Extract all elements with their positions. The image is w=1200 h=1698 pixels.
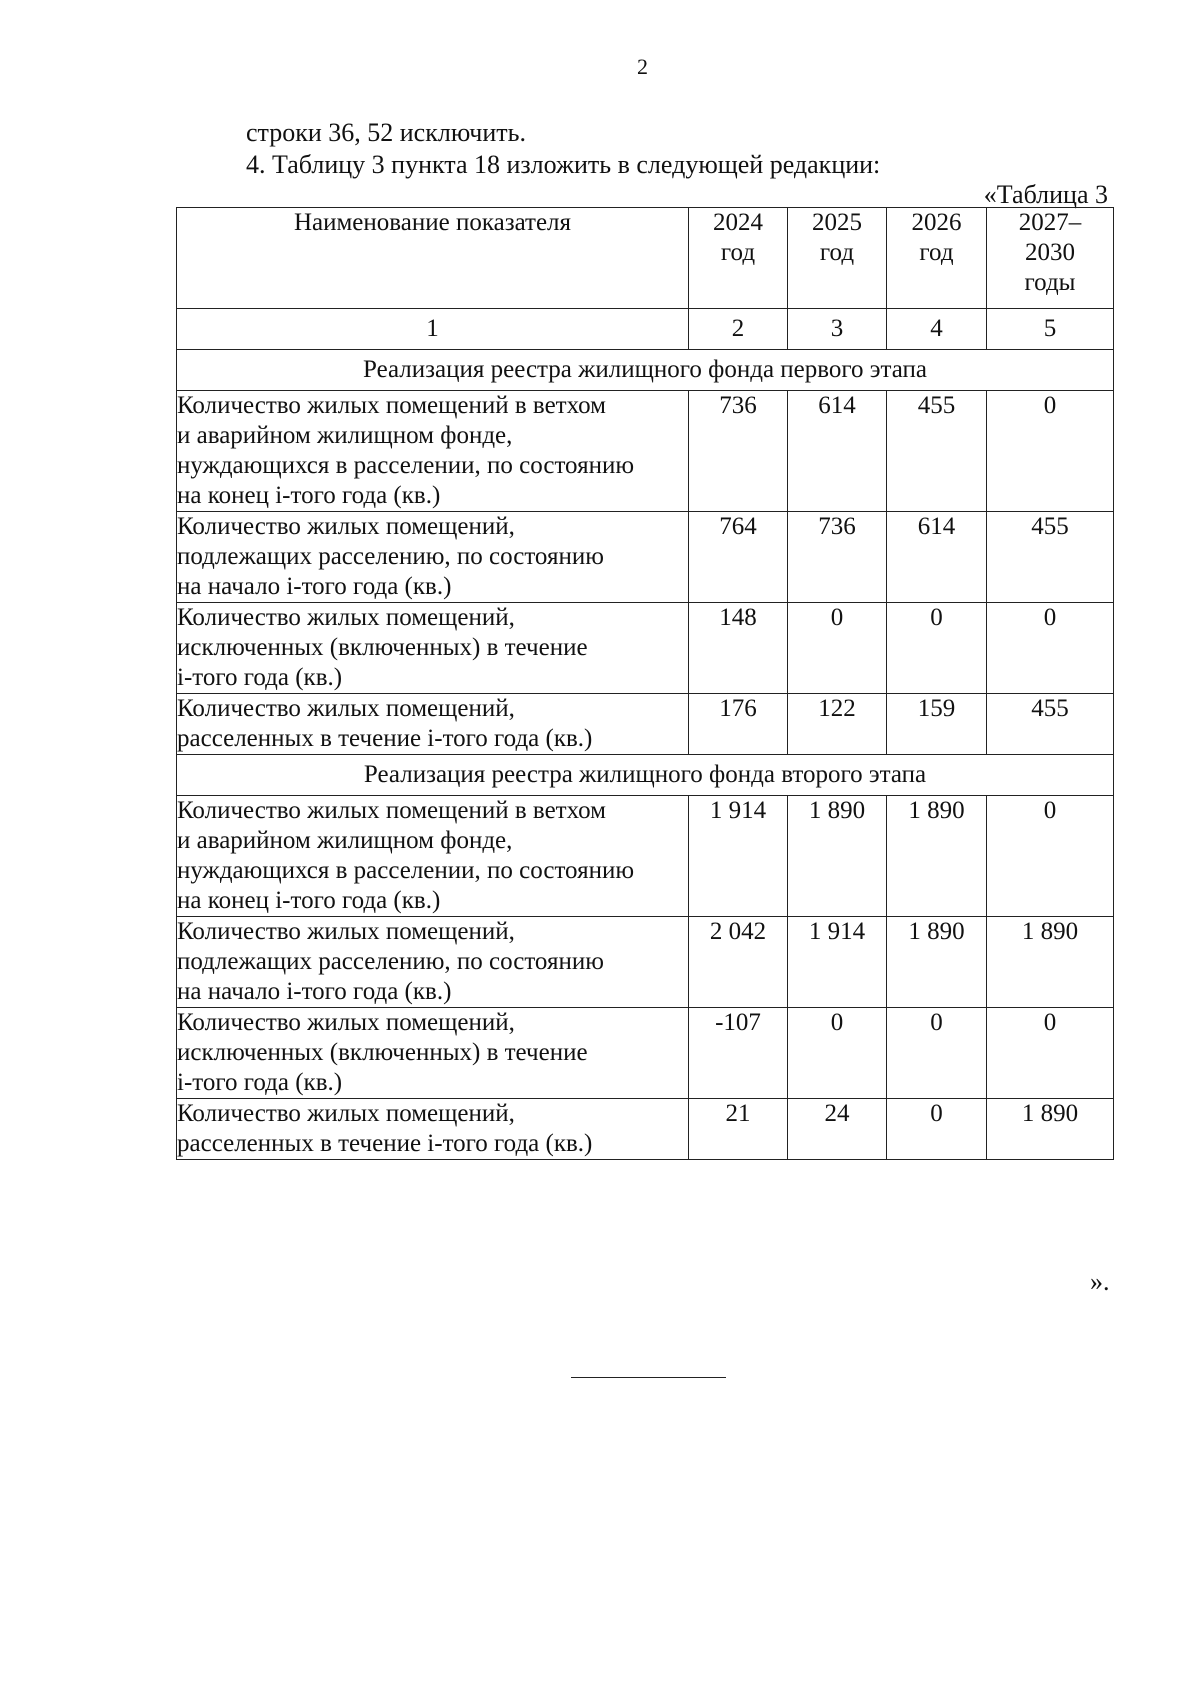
- value-cell: 1 914: [788, 917, 887, 1008]
- header-indicator-name: Наименование показателя: [177, 208, 689, 309]
- indicator-name-cell: [177, 603, 689, 694]
- header-year-2030-end: 2030: [1025, 239, 1075, 266]
- section-header-row: [177, 755, 1114, 796]
- indicator-name-cell: [177, 512, 689, 603]
- paragraph-exclude-rows: строки 36, 52 исключить.: [246, 118, 526, 147]
- column-number-4: 4: [887, 309, 987, 350]
- value-cell: 614: [788, 391, 887, 512]
- paragraph-table-instruction: 4. Таблицу 3 пункта 18 изложить в следующей редакции:: [246, 150, 881, 179]
- table-row: [177, 917, 1114, 1008]
- indicator-name-line: на конец i-того года (кв.): [177, 887, 441, 914]
- value-cell: 21: [689, 1099, 788, 1160]
- indicator-name-line: i-того года (кв.): [177, 664, 343, 691]
- value-cell: 614: [887, 512, 987, 603]
- value-cell: 0: [788, 1008, 887, 1099]
- value-cell: 0: [788, 603, 887, 694]
- value-cell: 24: [788, 1099, 887, 1160]
- header-year-2026-unit: год: [919, 239, 954, 266]
- table-caption: «Таблица 3: [983, 180, 1108, 209]
- header-year-2025-number: 2025: [812, 209, 862, 236]
- table-row: [177, 1008, 1114, 1099]
- value-cell: 1 890: [788, 796, 887, 917]
- indicator-name-line: и аварийном жилищном фонде,: [177, 827, 513, 854]
- indicator-name-cell: [177, 917, 689, 1008]
- indicator-name-cell: [177, 1099, 689, 1160]
- header-year-2027-2030-unit: годы: [1024, 269, 1076, 296]
- indicator-name-line: Количество жилых помещений,: [177, 604, 515, 631]
- value-cell: 455: [987, 694, 1114, 755]
- table-row: [177, 1099, 1114, 1160]
- indicator-name-line: исключенных (включенных) в течение: [177, 1039, 588, 1066]
- closing-quote: ».: [1090, 1267, 1110, 1296]
- table-row: [177, 391, 1114, 512]
- value-cell: 736: [788, 512, 887, 603]
- value-cell: 1 914: [689, 796, 788, 917]
- indicator-name-line: Количество жилых помещений в ветхом: [177, 797, 607, 824]
- indicator-name-cell: [177, 391, 689, 512]
- value-cell: 0: [987, 603, 1114, 694]
- value-cell: 148: [689, 603, 788, 694]
- header-year-2025: [788, 208, 887, 309]
- indicator-name-line: Количество жилых помещений,: [177, 1100, 515, 1127]
- value-cell: 1 890: [887, 796, 987, 917]
- value-cell: 736: [689, 391, 788, 512]
- indicator-name-line: расселенных в течение i-того года (кв.): [177, 1130, 593, 1157]
- indicator-name-line: Количество жилых помещений в ветхом: [177, 392, 607, 419]
- indicator-name-line: и аварийном жилищном фонде,: [177, 422, 513, 449]
- header-year-2027-start: 2027–: [1018, 209, 1082, 236]
- value-cell: -107: [689, 1008, 788, 1099]
- table-row: [177, 603, 1114, 694]
- indicator-name-line: Количество жилых помещений,: [177, 695, 515, 722]
- column-number-row: [177, 309, 1114, 350]
- value-cell: 1 890: [887, 917, 987, 1008]
- value-cell: 0: [987, 391, 1114, 512]
- header-year-2026: [887, 208, 987, 309]
- table-header-row: [177, 208, 1114, 309]
- value-cell: 159: [887, 694, 987, 755]
- indicator-name-cell: [177, 694, 689, 755]
- header-year-2024-number: 2024: [713, 209, 763, 236]
- indicator-name-line: расселенных в течение i-того года (кв.): [177, 725, 593, 752]
- indicator-name-cell: [177, 796, 689, 917]
- value-cell: 0: [887, 1099, 987, 1160]
- indicator-name-line: Количество жилых помещений,: [177, 513, 515, 540]
- indicator-name-line: на начало i-того года (кв.): [177, 573, 452, 600]
- section-title: Реализация реестра жилищного фонда первого этапа: [177, 350, 1114, 391]
- header-year-2024: [689, 208, 788, 309]
- indicator-name-line: i-того года (кв.): [177, 1069, 343, 1096]
- indicator-name-line: нуждающихся в расселении, по состоянию: [177, 857, 635, 884]
- indicator-name-line: подлежащих расселению, по состоянию: [177, 948, 604, 975]
- indicator-name-line: Количество жилых помещений,: [177, 1009, 515, 1036]
- column-number-5: 5: [987, 309, 1114, 350]
- table-row: [177, 512, 1114, 603]
- value-cell: 0: [887, 1008, 987, 1099]
- value-cell: 455: [887, 391, 987, 512]
- column-number-1: 1: [177, 309, 689, 350]
- table-row: [177, 796, 1114, 917]
- value-cell: 1 890: [987, 917, 1114, 1008]
- value-cell: 0: [887, 603, 987, 694]
- value-cell: 122: [788, 694, 887, 755]
- value-cell: 1 890: [987, 1099, 1114, 1160]
- header-year-2024-unit: год: [720, 239, 756, 266]
- header-year-2027-2030: [987, 208, 1114, 309]
- section-title: Реализация реестра жилищного фонда второго этапа: [177, 755, 1114, 796]
- table-row: [177, 694, 1114, 755]
- indicator-name-line: на конец i-того года (кв.): [177, 482, 441, 509]
- value-cell: 0: [987, 796, 1114, 917]
- value-cell: 2 042: [689, 917, 788, 1008]
- indicators-table: [176, 207, 1114, 1160]
- page-number: 2: [637, 54, 648, 79]
- header-year-2026-number: 2026: [911, 209, 962, 236]
- column-number-2: 2: [689, 309, 788, 350]
- section-header-row: [177, 350, 1114, 391]
- end-separator-line: [571, 1377, 726, 1378]
- header-year-2025-unit: год: [819, 239, 855, 266]
- indicator-name-line: Количество жилых помещений,: [177, 918, 515, 945]
- column-number-3: 3: [788, 309, 887, 350]
- indicator-name-line: подлежащих расселению, по состоянию: [177, 543, 604, 570]
- value-cell: 455: [987, 512, 1114, 603]
- value-cell: 0: [987, 1008, 1114, 1099]
- value-cell: 176: [689, 694, 788, 755]
- indicator-name-line: исключенных (включенных) в течение: [177, 634, 588, 661]
- value-cell: 764: [689, 512, 788, 603]
- indicator-name-cell: [177, 1008, 689, 1099]
- indicator-name-line: на начало i-того года (кв.): [177, 978, 452, 1005]
- indicator-name-line: нуждающихся в расселении, по состоянию: [177, 452, 635, 479]
